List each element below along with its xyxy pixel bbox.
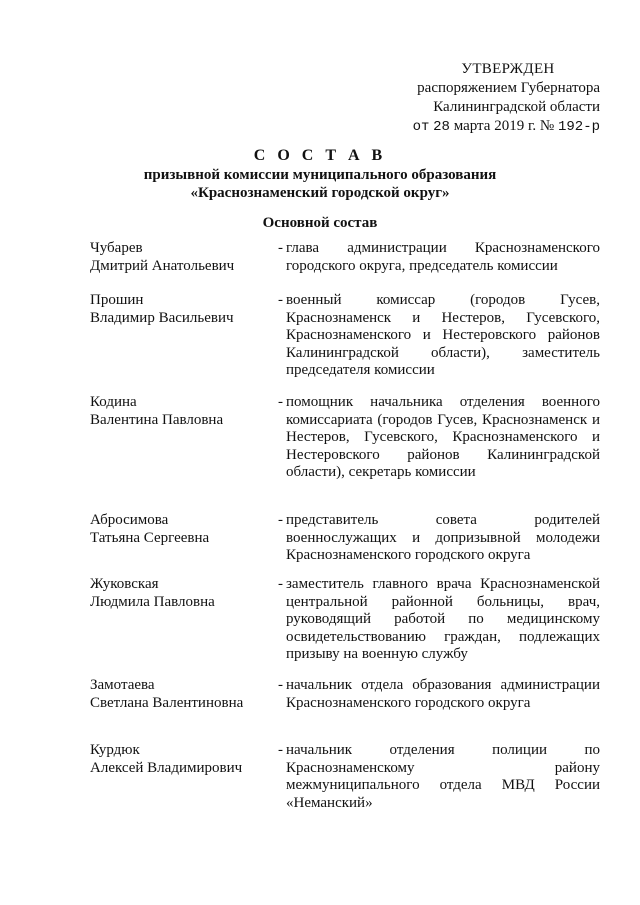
dash-separator: - bbox=[278, 240, 283, 256]
approval-region-line: Калининградской области bbox=[433, 99, 600, 115]
member-given-name: Алексей Владимирович bbox=[90, 759, 243, 776]
member-name bbox=[90, 677, 270, 712]
member-name bbox=[90, 394, 270, 429]
member-given-name: Валентина Павловна bbox=[90, 411, 224, 428]
dash-separator: - bbox=[278, 677, 283, 693]
member-role: начальник отделения полиции по Краснознаменскому району межмуниципального отдела МВД России «Неманский» bbox=[286, 742, 600, 811]
member-role: глава администрации Краснознаменского городского округа, председатель комиссии bbox=[286, 240, 600, 274]
approval-authority-line: распоряжением Губернатора bbox=[417, 80, 600, 96]
member-role: заместитель главного врача Краснознаменской центральной районной больницы, врач, руководящий работой по медицинскому освидетельствованию граждан, подлежащих призыву на военную службу bbox=[286, 576, 600, 662]
dash-separator: - bbox=[278, 576, 283, 592]
member-role: военный комиссар (городов Гусев, Краснознаменск и Нестеров, Гусевского, Краснознаменского и Нестеровского районов Калининградской области), заместитель председателя комиссии bbox=[286, 292, 600, 378]
member-surname: Жуковская bbox=[90, 576, 159, 592]
dash-separator: - bbox=[278, 742, 283, 758]
date-day: 28 bbox=[433, 119, 450, 135]
dash-separator: - bbox=[278, 292, 283, 308]
member-given-name: Владимир Васильевич bbox=[90, 309, 234, 326]
member-role: представитель совета родителей военнослужащих и допризывной молодежи Краснознаменского городского округа bbox=[286, 512, 600, 563]
number-sign: № bbox=[539, 118, 555, 134]
dash-separator: - bbox=[278, 394, 283, 410]
member-name bbox=[90, 292, 270, 327]
member-surname: Курдюк bbox=[90, 742, 140, 758]
member-surname: Прошин bbox=[90, 292, 144, 308]
member-surname: Абросимова bbox=[90, 512, 169, 528]
document-header bbox=[0, 146, 640, 202]
member-surname: Замотаева bbox=[90, 677, 155, 693]
approval-date-line bbox=[380, 117, 600, 137]
member-given-name: Татьяна Сергеевна bbox=[90, 529, 210, 546]
member-surname: Кодина bbox=[90, 394, 137, 410]
member-given-name: Дмитрий Анатольевич bbox=[90, 257, 235, 274]
date-month-year: марта 2019 г. bbox=[453, 118, 537, 134]
date-prefix: от bbox=[412, 119, 430, 135]
document-subtitle-line1: призывной комиссии муниципального образования bbox=[143, 167, 497, 183]
member-role: начальник отдела образования администрации Краснознаменского городского округа bbox=[286, 677, 600, 711]
member-name bbox=[90, 512, 270, 547]
dash-separator: - bbox=[278, 512, 283, 528]
member-given-name: Людмила Павловна bbox=[90, 593, 215, 610]
approval-stamp-block bbox=[380, 60, 600, 137]
member-surname: Чубарев bbox=[90, 240, 143, 256]
approval-title: УТВЕРЖДЕН bbox=[461, 61, 555, 77]
document-title: С О С Т А В bbox=[253, 147, 387, 164]
member-name bbox=[90, 576, 270, 611]
member-name bbox=[90, 240, 270, 275]
document-subtitle-line2: «Краснознаменский городской округ» bbox=[190, 185, 450, 201]
section-title: Основной состав bbox=[262, 215, 378, 231]
member-role: помощник начальника отделения военного комиссариата (городов Гусев, Краснознаменск и Нестеров, Гусевского, Краснознаменского и Нестеровского районов Калининградской области), секретарь комиссии bbox=[286, 394, 600, 480]
order-number: 192-р bbox=[557, 119, 600, 135]
member-name bbox=[90, 742, 270, 777]
member-given-name: Светлана Валентиновна bbox=[90, 694, 244, 711]
